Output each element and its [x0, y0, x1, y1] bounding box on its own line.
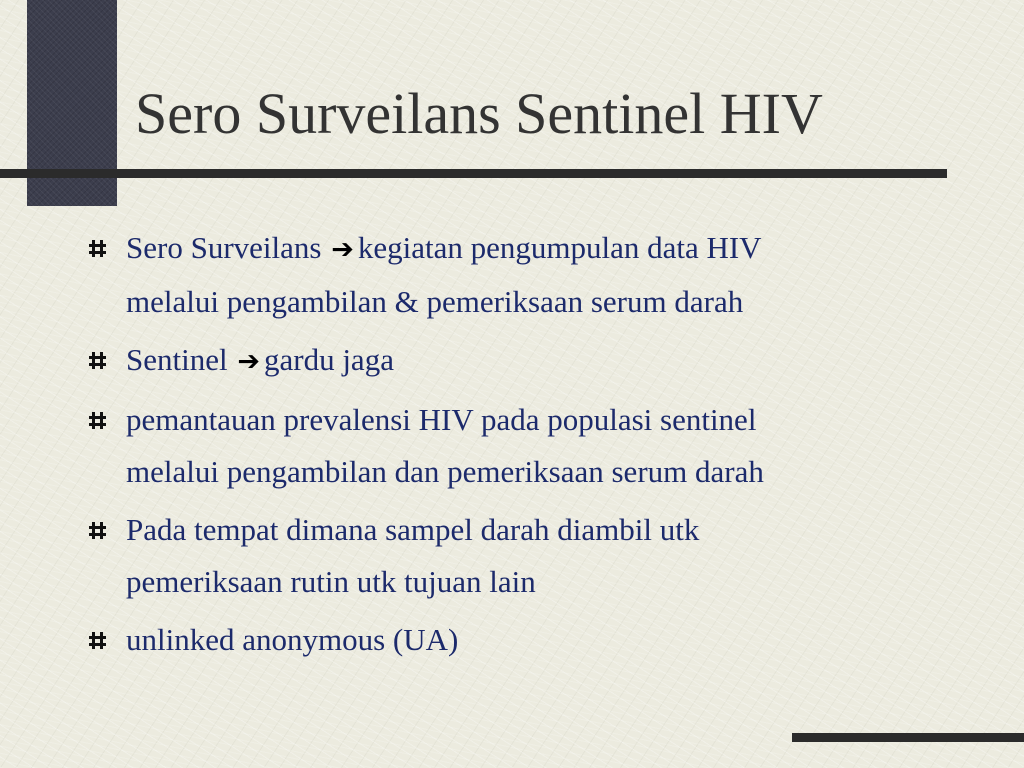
hash-bullet-icon [88, 351, 107, 370]
slide-title: Sero Surveilans Sentinel HIV [135, 81, 823, 146]
bullet-item-unlinked [88, 614, 968, 666]
hash-bullet-icon [88, 411, 107, 430]
bullet-term: Sero Surveilans [126, 230, 322, 265]
hash-bullet-icon [88, 521, 107, 540]
bullet-term: Sentinel [126, 342, 228, 377]
bullet-line [126, 222, 968, 276]
bottom-right-rule [792, 733, 1024, 742]
bullet-line: unlinked anonymous (UA) [126, 622, 459, 657]
bullet-definition: gardu jaga [263, 342, 394, 377]
title-underline-rule [0, 169, 947, 178]
bullet-line: Pada tempat dimana sampel darah diambil utk [126, 512, 700, 547]
right-arrow-icon: ➔ [331, 234, 354, 265]
bullet-item-pemantauan [88, 394, 968, 498]
right-arrow-icon: ➔ [237, 346, 260, 377]
bullet-line: melalui pengambilan & pemeriksaan serum darah [126, 284, 744, 319]
bullet-line: pemantauan prevalensi HIV pada populasi sentinel [126, 402, 757, 437]
bullet-definition: kegiatan pengumpulan data HIV [357, 230, 762, 265]
bullet-item-sentinel [88, 334, 968, 388]
bullet-line [126, 334, 968, 388]
bullet-list [88, 222, 968, 672]
bullet-item-sero-surveilans [88, 222, 968, 328]
bullet-item-pada-tempat [88, 504, 968, 608]
hash-bullet-icon [88, 631, 107, 650]
bullet-line: melalui pengambilan dan pemeriksaan serum darah [126, 454, 764, 489]
bullet-line: pemeriksaan rutin utk tujuan lain [126, 564, 536, 599]
hash-bullet-icon [88, 239, 107, 258]
